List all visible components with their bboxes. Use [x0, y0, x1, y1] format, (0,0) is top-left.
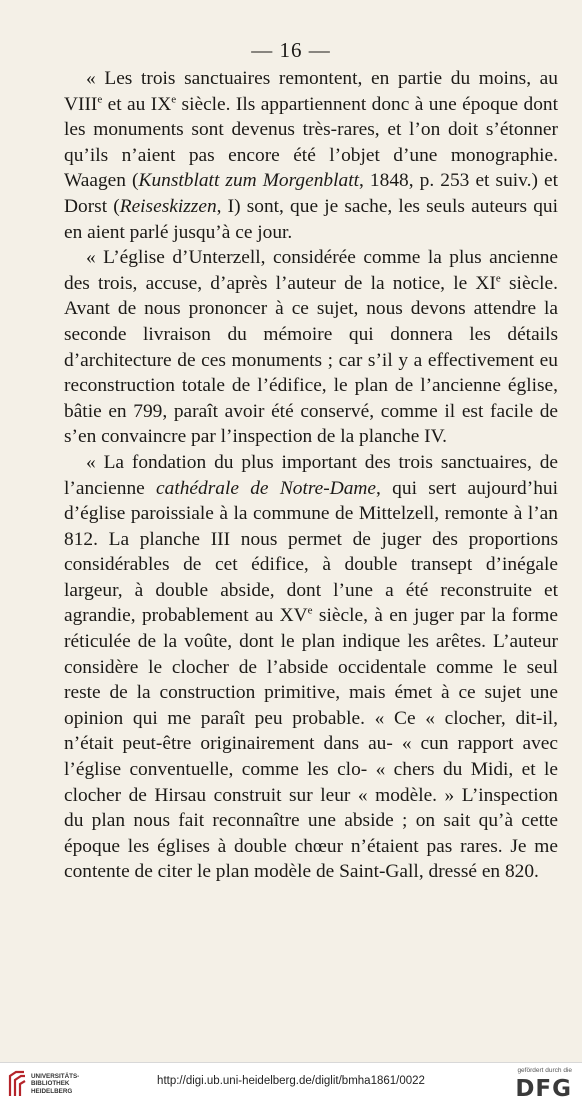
text-run: « La fondation du plus important des trois sanctuaires, de l’ancienne	[64, 451, 558, 499]
viewer-footer	[0, 1062, 582, 1106]
text-run: , qui sert aujourd’hui d’église paroissiale à la commune de Mittelzell, remonte à l’an 812. La planche III nous permet de juger des proportions considérables de cet édifice, à double transept d’inégale largeur, à double abside, dont l’une a été reconstruite et agrandie, probablement au XV	[64, 477, 558, 627]
italic-title: cathédrale de Notre-Dame	[156, 477, 377, 499]
body-text	[64, 66, 558, 885]
text-run: « L’église d’Unterzell, considérée comme la plus ancienne des trois, accuse, d’après l’auteur de la notice, le XI	[64, 247, 558, 294]
text-run: , 1848, p. 253 et suiv.) et Dorst (	[64, 170, 558, 217]
text-run: et au IX	[102, 93, 172, 115]
superscript: e	[97, 93, 103, 106]
superscript: e	[495, 272, 501, 285]
superscript: e	[307, 605, 313, 617]
superscript: e	[171, 93, 177, 106]
text-run: siècle, à en juger par la forme réticulée de la voûte, dont le plan indique les arêtes. L’auteur considère le clocher de l’abside occidentale comme le seul reste de la construction primitive, mais émet à ce sujet une opinion qui me paraît peu probable. « Ce « clocher, dit-il, n’était peut-être originairement dans au- « cun rapport avec l’église conventuelle, comme les clo- « chers du Midi, et le clocher de Hirsau construit sur leur « modèle. » L’inspection du plan nous fait reconnaître une abside ; on sait qu’à cette époque les églises à double chœur n’étaient pas rares. Je me contente de citer le plan modèle de Saint-Gall, dressé en 820.	[64, 605, 558, 883]
funder-note: gefördert durch die	[517, 1067, 572, 1074]
paragraph	[64, 66, 558, 245]
paragraph	[64, 245, 558, 450]
italic-title: Reiseskizzen	[119, 195, 217, 217]
library-name-line: HEIDELBERG	[31, 1087, 73, 1095]
text-run: « Les trois sanctuaires remontent, en partie du moins, au VIII	[64, 68, 558, 115]
italic-title: Kunstblatt zum Morgenblatt	[138, 170, 359, 192]
library-name-line: BIBLIOTHEK	[31, 1080, 70, 1088]
dfg-logo[interactable]: DFG	[515, 1076, 572, 1102]
library-name-line: UNIVERSITÄTS-	[31, 1073, 80, 1080]
page-number: — 16 —	[251, 38, 331, 62]
permalink-url[interactable]: http://digi.ub.uni-heidelberg.de/diglit/bmha1861/0022	[157, 1075, 425, 1087]
paragraph	[64, 450, 558, 885]
text-run: siècle. Ils appartiennent donc à une époque dont les monuments sont devenus très-rares, et l’on doit s’étonner qu’ils n’aient pas encore été l’objet d’une monographie. Waagen (	[64, 93, 558, 192]
text-run: , I) sont, que je sache, les seuls auteurs qui en aient parlé jusqu’à ce jour.	[64, 195, 558, 243]
text-run: siècle. Avant de nous prononcer à ce sujet, nous devons attendre la seconde livraison du mémoire qui donnera les détails d’architecture de ces monuments ; car s’il y a effectivement eu reconstruction totale de l’édifice, le plan de l’ancienne église, bâtie en 799, paraît avoir été conservé, comme il est facile de s’en convaincre par l’inspection de la planche IV.	[64, 272, 558, 448]
